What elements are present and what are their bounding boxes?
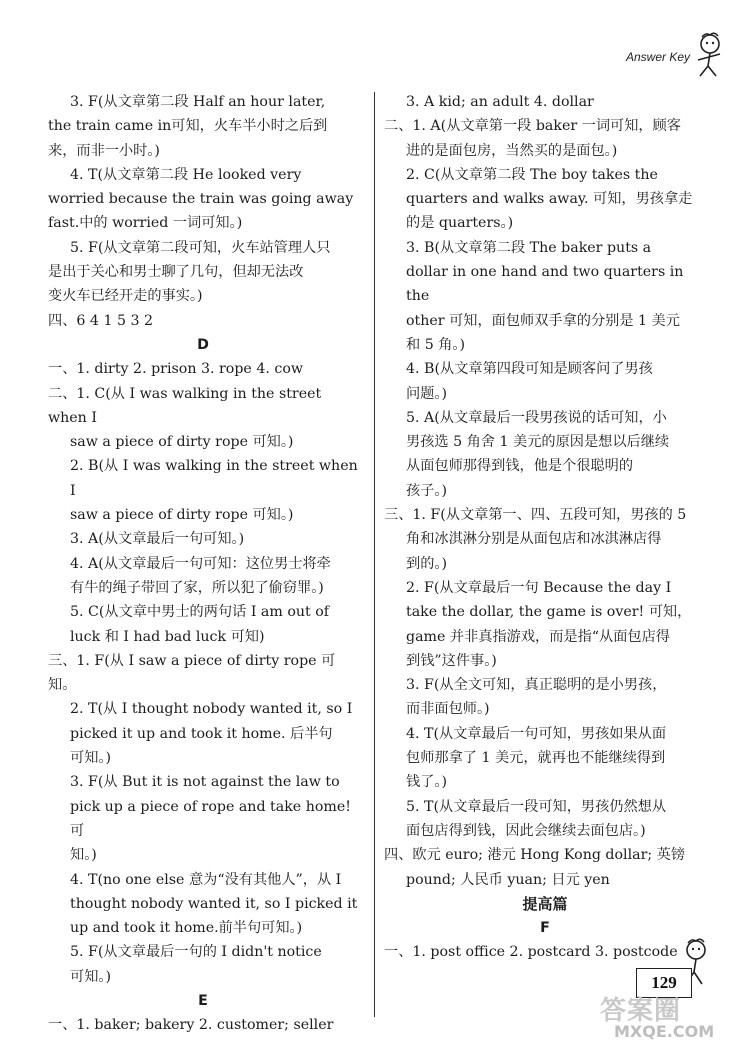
- answer-key-header: Answer Key: [625, 50, 690, 64]
- answer-line: 4. A(从文章最后一句可知：这位男士将牵: [70, 555, 331, 572]
- answer-line: 问题。): [406, 385, 447, 402]
- answer-line: 有牛的绳子带回了家，所以犯了偷窃罪。): [70, 579, 324, 596]
- answer-line: thought nobody wanted it, so I picked it: [70, 895, 358, 912]
- answer-line: 是出于关心和男士聊了几句，但却无法改: [48, 264, 304, 281]
- answer-line: 2. C(从文章第二段 The boy takes the: [406, 166, 658, 183]
- answer-line: 来，而非一小时。): [48, 142, 160, 159]
- answer-line: game 并非真指游戏，而是指“从面包店得: [406, 628, 670, 645]
- watermark-url: MXQE.COM: [614, 1022, 715, 1041]
- answer-line: 一、1. post office 2. postcard 3. postcode: [384, 944, 678, 961]
- right-column: [384, 90, 706, 965]
- answer-line: 一、1. dirty 2. prison 3. rope 4. cow: [48, 361, 304, 378]
- page-number: 129: [636, 968, 692, 998]
- section-heading: D: [197, 336, 209, 353]
- answer-line: 男孩选 5 角舍 1 美元的原因是想以后继续: [406, 434, 670, 451]
- answer-line: 2. F(从文章最后一句 Because the day I: [406, 579, 672, 596]
- answer-line: 4. T(从文章最后一句可知，男孩如果从面: [406, 725, 667, 742]
- answer-line: the train came in可知，火车半小时之后到: [48, 118, 328, 135]
- answer-line: 可知。): [70, 750, 111, 767]
- answer-line: 3. F(从 But it is not against the law to: [70, 774, 340, 791]
- answer-line: 3. A(从文章最后一句可知。): [70, 531, 245, 548]
- section-heading: 提高篇: [522, 894, 568, 913]
- answer-line: 5. A(从文章最后一段男孩说的话可知，小: [406, 409, 667, 426]
- answer-line: 角和冰淇淋分别是从面包店和冰淇淋店得: [406, 531, 662, 548]
- answer-line: 一、1. baker; bakery 2. customer; seller: [48, 1017, 334, 1034]
- answer-line: 5. C(从文章中男士的两句话 I am out of: [70, 604, 330, 621]
- answer-line: pound; 人民币 yuan; 日元 yen: [406, 871, 610, 888]
- answer-line: other 可知，面包师双手拿的分别是 1 美元: [406, 312, 680, 329]
- answer-line: 3. F(从全文可知，真正聪明的是小男孩，: [406, 677, 667, 694]
- answer-line: 2. B(从 I was walking in the street when I: [70, 458, 358, 499]
- answer-line: 3. A kid; an adult 4. dollar: [406, 94, 594, 110]
- answer-line: up and took it home.前半句可知。): [70, 920, 303, 937]
- answer-line: picked it up and took it home. 后半句: [70, 725, 333, 742]
- answer-line: 从面包师那得到钱，他是个很聪明的: [406, 458, 634, 475]
- answer-line: 5. T(从文章最后一段可知，男孩仍然想从: [406, 798, 667, 815]
- answer-line: 四、6 4 1 5 3 2: [48, 312, 154, 329]
- answer-line: luck 和 I had bad luck 可知): [70, 628, 265, 645]
- mascot-icon: [680, 30, 732, 82]
- answer-line: quarters and walks away. 可知，男孩拿走: [406, 191, 693, 208]
- answer-line: 5. F(从文章最后一句的 I didn't notice: [70, 944, 322, 961]
- answer-line: 三、1. F(从文章第一、四、五段可知，男孩的 5: [384, 507, 687, 524]
- answer-line: pick up a piece of rope and take home! 可: [70, 798, 351, 839]
- column-divider: [374, 92, 375, 1017]
- answer-line: 可知。): [70, 968, 111, 985]
- answer-line: 面包店得到钱，因此会继续去面包店。): [406, 822, 646, 839]
- answer-line: take the dollar, the game is over! 可知，: [406, 604, 692, 621]
- answer-line: 4. T(no one else 意为“没有其他人”，从 I: [70, 871, 342, 888]
- answer-line: saw a piece of dirty rope 可知。): [70, 507, 294, 524]
- answer-line: 5. F(从文章第二段可知，火车站管理人只: [70, 239, 331, 256]
- answer-line: 四、欧元 euro; 港元 Hong Kong dollar; 英镑: [384, 847, 686, 864]
- answer-line: 孩子。): [406, 482, 447, 499]
- answer-line: worried because the train was going away: [48, 191, 354, 208]
- answer-line: 二、1. A(从文章第一段 baker 一词可知，顾客: [384, 118, 681, 135]
- answer-line: 而非面包师。): [406, 701, 490, 718]
- answer-line: dollar in one hand and two quarters in the: [406, 264, 684, 305]
- answer-line: fast.中的 worried 一词可知。): [48, 215, 243, 232]
- left-column: [48, 90, 358, 1038]
- section-heading: E: [198, 992, 208, 1009]
- answer-line: 包师那拿了 1 美元，就再也不能继续得到: [406, 750, 666, 767]
- answer-line: 知。): [70, 847, 97, 864]
- answer-line: 到钱”这件事。): [406, 652, 497, 669]
- section-heading: F: [540, 920, 550, 937]
- answer-line: 4. B(从文章第四段可知是顾客问了男孩: [406, 361, 653, 378]
- answer-line: 钱了。): [406, 774, 447, 791]
- answer-line: 进的是面包房，当然买的是面包。): [406, 142, 618, 159]
- answer-line: 4. T(从文章第二段 He looked very: [70, 166, 302, 183]
- answer-line: 变火车已经开走的事实。): [48, 288, 203, 305]
- answer-line: 3. B(从文章第二段 The baker puts a: [406, 239, 652, 256]
- answer-line: saw a piece of dirty rope 可知。): [70, 434, 294, 451]
- answer-line: 三、1. F(从 I saw a piece of dirty rope 可知。: [48, 652, 336, 694]
- answer-line: 二、1. C(从 I was walking in the street when I: [48, 385, 322, 426]
- watermark-logo: 答案圈: [600, 996, 682, 1026]
- answer-line: 2. T(从 I thought nobody wanted it, so I: [70, 701, 353, 718]
- answer-line: 到的。): [406, 555, 447, 572]
- answer-line: 的是 quarters。): [406, 215, 514, 232]
- answer-line: 和 5 角。): [406, 336, 466, 353]
- answer-line: 3. F(从文章第二段 Half an hour later,: [70, 94, 326, 110]
